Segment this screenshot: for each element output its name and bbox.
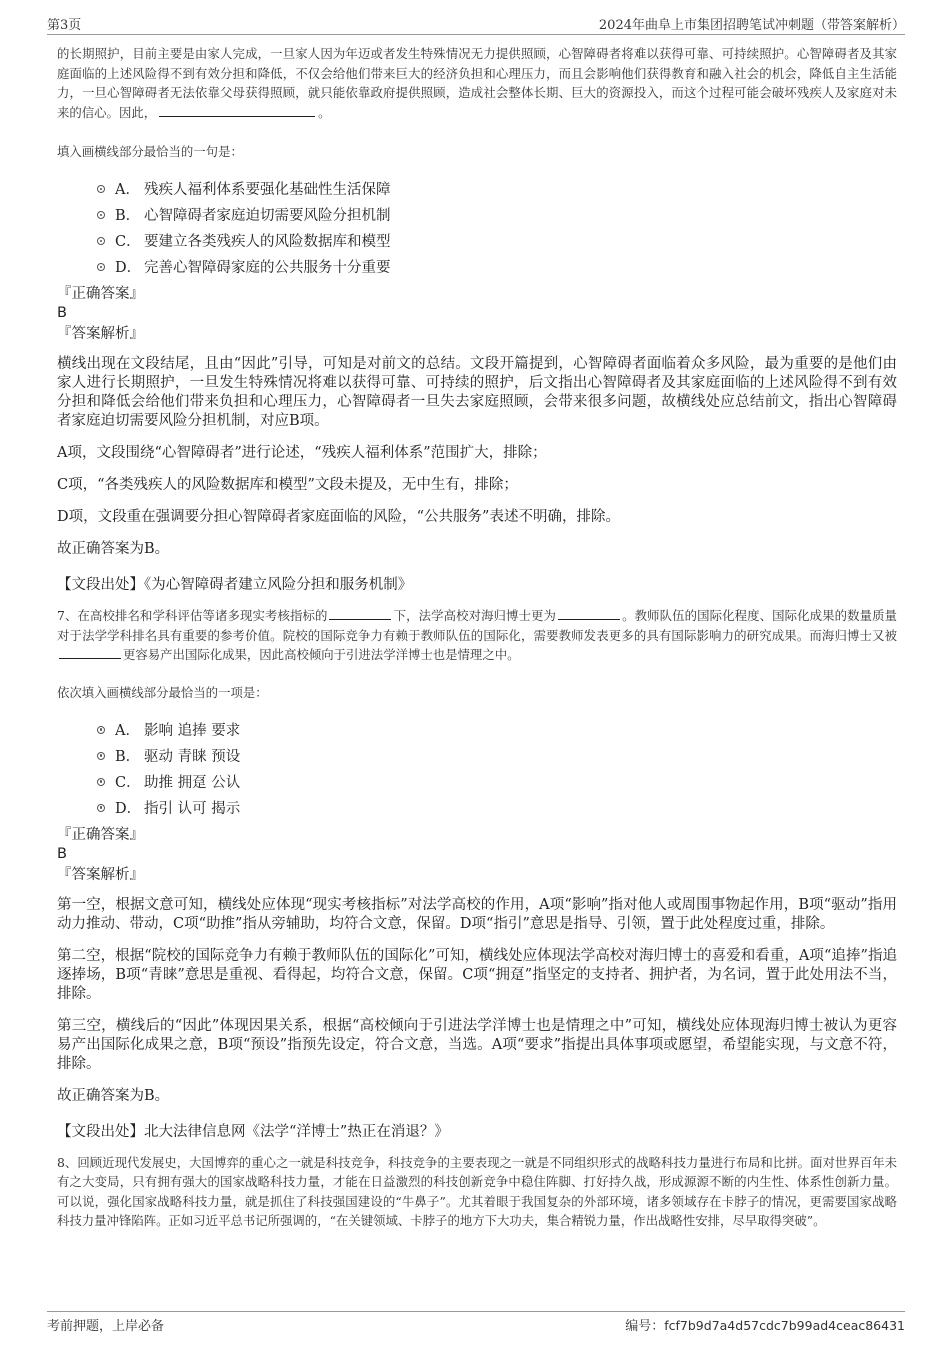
radio-icon[interactable] xyxy=(97,211,105,219)
q7-analysis-2: 第二空，根据“院校的国际竞争力有赖于教师队伍的国际化”可知，横线处应体现法学高校对海归博士的喜爱和看重，A项“追捧”指追逐捧场，B项“青睐”意思是重视、看得起，均符合文意，保留。C项“拥趸”指坚定的支持者、拥护者，为名词，置于此处用法不当，排除。 xyxy=(57,947,897,1002)
option-text: 驱动 青睐 预设 xyxy=(144,748,241,765)
q6-passage xyxy=(57,44,897,122)
radio-icon[interactable] xyxy=(97,185,105,193)
option-letter: C． xyxy=(115,774,141,791)
q6-option-d[interactable] xyxy=(57,255,897,281)
q7-instruction: 依次填入画横线部分最恰当的一项是： xyxy=(57,684,268,700)
q6-instruction: 填入画横线部分最恰当的一句是： xyxy=(57,144,243,159)
page-content xyxy=(57,44,897,1231)
page-number: 第3页 xyxy=(47,18,82,33)
q7-options xyxy=(57,718,897,822)
option-text: 助推 拥趸 公认 xyxy=(144,774,241,791)
radio-icon[interactable] xyxy=(97,263,105,271)
option-text: 指引 认可 揭示 xyxy=(144,800,241,817)
q7-analysis-1: 第一空，根据文意可知，横线处应体现“现实考核指标”对法学高校的作用，A项“影响”指对他人或周围事物起作用，B项“驱动”指用动力推动、带动，C项“助推”指从旁辅助，均符合文意，保留。D项“指引”意思是指导、引领，置于此处程度过重，排除。 xyxy=(57,896,897,932)
q7-analysis-3: 第三空，横线后的“因此”体现因果关系，根据“高校倾向于引进法学洋博士也是情理之中”可知，横线处应体现海归博士被认为更容易产出国际化成果之意，B项“预设”指预先设定，符合文意，当选。A项“要求”指提出具体事项或愿望，希望能实现，与文意不符，排除。 xyxy=(57,1017,897,1072)
option-letter: A． xyxy=(115,722,140,739)
document-title: 2024年曲阜上市集团招聘笔试冲刺题（带答案解析） xyxy=(598,18,905,33)
q8-stem-text: 回顾近现代发展史，大国博弈的重心之一就是科技竞争，科技竞争的主要表现之一就是不同组织形式的战略科技力量进行布局和比拼。面对世界百年未有之大变局，只有拥有强大的国家战略科技力量，才能在日益激烈的科技创新竞争中稳住阵脚、打好持久战，形成源源不断的内生性、体系性创新力量。可以说，强化国家战略科技力量，就是抓住了科技强国建设的“牛鼻子”。尤其着眼于我国复杂的外部环境，诸多领域存在卡脖子的情况，更需要国家战略科技力量冲锋陷阵。正如习近平总书记所强调的，“在关键领域、卡脖子的地方下大功夫，集合精锐力量，作出战略性安排，尽早取得突破”。 xyxy=(57,1154,898,1228)
q7-option-a[interactable] xyxy=(57,718,897,744)
option-letter: D． xyxy=(115,260,142,276)
q6-option-c[interactable] xyxy=(57,229,897,255)
option-text: 残疾人福利体系要强化基础性生活保障 xyxy=(144,182,391,198)
q7-option-d[interactable] xyxy=(57,796,897,822)
q7-stem-part: 在高校排名和学科评估等诸多现实考核指标的 xyxy=(77,608,328,623)
footer-note: 考前押题，上岸必备 xyxy=(47,1319,165,1334)
q7-option-c[interactable] xyxy=(57,770,897,796)
option-text: 心智障碍者家庭迫切需要风险分担机制 xyxy=(144,208,391,224)
q6-analysis-4: D项，文段重在强调要分担心智障碍者家庭面临的风险，“公共服务”表述不明确，排除。 xyxy=(57,509,620,525)
q6-source: 【文段出处】《为心智障碍者建立风险分担和服务机制》 xyxy=(57,577,413,593)
q6-options xyxy=(57,177,897,281)
option-letter: D． xyxy=(115,800,142,817)
q6-option-a[interactable] xyxy=(57,177,897,203)
q7-source: 【文段出处】北大法律信息网《法学“洋博士”热正在消退？》 xyxy=(57,1123,449,1140)
q6-passage-end: 。 xyxy=(318,104,331,120)
option-text: 影响 追捧 要求 xyxy=(144,722,241,739)
q6-answer: B xyxy=(57,305,67,321)
q7-analysis-4: 故正确答案为B。 xyxy=(57,1087,170,1104)
q7-blank-1 xyxy=(329,606,391,620)
q6-analysis-5: 故正确答案为B。 xyxy=(57,541,170,557)
q8-stem xyxy=(57,1153,897,1231)
document-code-value: fcf7b9d7a4d57cdc7b99ad4ceac86431 xyxy=(664,1318,905,1333)
q7-answer-label: 『正确答案』 xyxy=(57,826,144,843)
q6-analysis-3: C项，“各类残疾人的风险数据库和模型”文段未提及，无中生有，排除； xyxy=(57,477,518,493)
q7-stem-part: 下，法学高校对海归博士更为 xyxy=(393,608,557,623)
option-text: 完善心智障碍家庭的公共服务十分重要 xyxy=(144,260,391,276)
page-header xyxy=(47,12,905,35)
option-text: 要建立各类残疾人的风险数据库和模型 xyxy=(144,234,391,250)
q7-answer: B xyxy=(57,845,67,862)
radio-icon[interactable] xyxy=(97,804,105,812)
q6-option-b[interactable] xyxy=(57,203,897,229)
q8-number: 8、 xyxy=(57,1154,78,1170)
q6-analysis-label: 『答案解析』 xyxy=(57,326,144,342)
q7-stem-part: 。教师队伍的国际化程度、国际化成果的数量质量对于法学学科排名具有重要的参考价值。院校的国际竞争力有赖于教师队伍的国际化，需要教师发表更多的具有国际影响力的研究成果。而海归博士又被 xyxy=(57,608,898,643)
radio-icon[interactable] xyxy=(97,726,105,734)
radio-icon[interactable] xyxy=(97,778,105,786)
option-letter: C． xyxy=(115,234,141,250)
q7-stem xyxy=(57,606,897,665)
q6-answer-label: 『正确答案』 xyxy=(57,286,144,302)
option-letter: A． xyxy=(115,182,140,198)
q7-stem-part: 更容易产出国际化成果，因此高校倾向于引进法学洋博士也是情理之中。 xyxy=(123,647,520,662)
q6-analysis-1: 横线出现在文段结尾，且由“因此”引导，可知是对前文的总结。文段开篇提到，心智障碍者面临着众多风险，最为重要的是他们由家人进行长期照护，一旦发生特殊情况将难以获得可靠、可持续的照护，后文指出心智障碍者及其家庭面临的上述风险得不到有效分担和降低会给他们带来负担和心理压力，心智障碍者一旦失去家庭照顾，会带来很多问题，故横线处应总结前文，指出心智障碍者家庭迫切需要风险分担机制，对应B项。 xyxy=(57,356,897,429)
page-footer xyxy=(47,1311,905,1334)
q7-analysis-label: 『答案解析』 xyxy=(57,866,144,883)
q7-blank-2 xyxy=(558,606,620,620)
q7-blank-3 xyxy=(59,645,121,659)
radio-icon[interactable] xyxy=(97,752,105,760)
q7-option-b[interactable] xyxy=(57,744,897,770)
option-letter: B． xyxy=(115,748,141,765)
q6-blank xyxy=(159,103,315,117)
q6-passage-text: 的长期照护，目前主要是由家人完成，一旦家人因为年迈或者发生特殊情况无力提供照顾，心智障碍者将难以获得可靠、可持续照护。心智障碍者及其家庭面临的上述风险得不到有效分担和降低，不仅会给他们带来巨大的经济负担和心理压力，而且会影响他们获得教育和融入社会的机会，降低自主生活能力，一旦心智障碍者无法依靠父母获得照顾，就只能依靠政府提供照顾，造成社会整体长期、巨大的资源投入，而这个过程可能会破坏残疾人及家庭对未来的信心。因此， xyxy=(57,46,897,120)
q6-analysis-2: A项，文段围绕“心智障碍者”进行论述，“残疾人福利体系”范围扩大，排除； xyxy=(57,445,547,461)
option-letter: B． xyxy=(115,208,141,224)
document-code xyxy=(625,1315,905,1334)
radio-icon[interactable] xyxy=(97,237,105,245)
document-code-label: 编号： xyxy=(625,1319,665,1334)
q7-number: 7、 xyxy=(57,608,78,623)
